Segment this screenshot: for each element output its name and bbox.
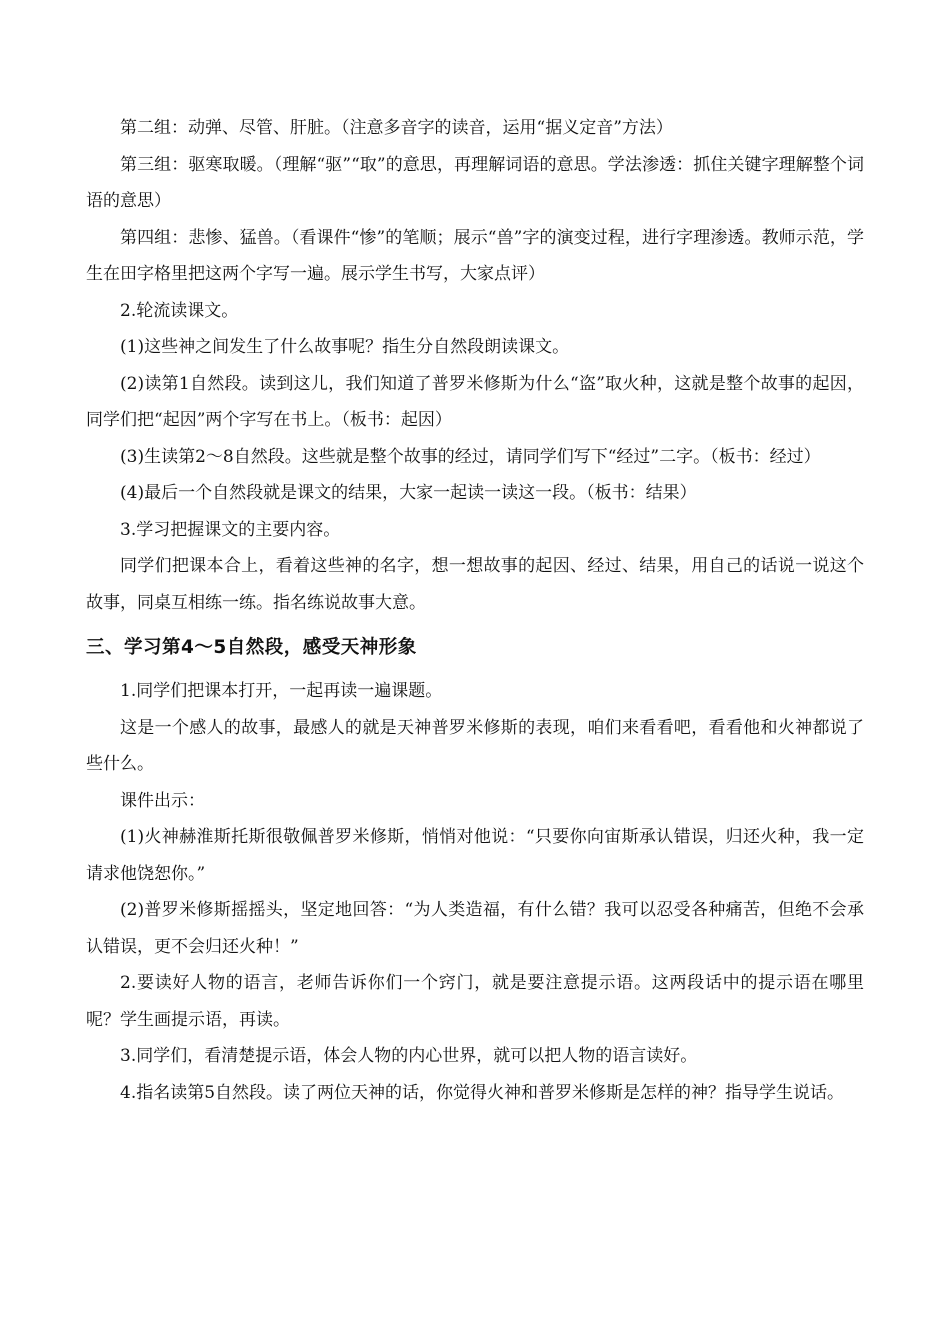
paragraph-step2: 2.轮流读课文。	[120, 300, 239, 321]
paragraph-step2-4: (4)最后一个自然段就是课文的结果，大家一起读一读这一段。（板书：结果）	[120, 483, 697, 503]
paragraph-step3: 3.学习把握课文的主要内容。	[120, 519, 341, 540]
paragraph-step2-2: (2)读第1自然段。读到这儿，我们知道了普罗米修斯为什么“盗”取火种，这就是整个故事的起因，同学们把“起因”两个字写在书上。（板书：起因）	[86, 373, 864, 430]
paragraph-s3-quote2: (2)普罗米修斯摇摇头，坚定地回答：“为人类造福，有什么错？我可以忍受各种痛苦，但绝不会承认错误，更不会归还火种！”	[86, 900, 864, 957]
paragraph-group2: 第二组：动弹、尽管、肝脏。（注意多音字的读音，运用“据义定音”方法）	[120, 118, 673, 138]
paragraph-s3-step4: 4.指名读第5自然段。读了两位天神的话，你觉得火神和普罗米修斯是怎样的神？指导学生说话。	[120, 1082, 845, 1103]
paragraph-step2-1: (1)这些神之间发生了什么故事呢？指生分自然段朗读课文。	[120, 337, 570, 357]
section-heading: 三、学习第4～5自然段，感受天神形象	[86, 637, 417, 658]
document-page	[86, 110, 864, 1111]
paragraph-group3: 第三组：驱寒取暖。（理解“驱”“取”的意思，再理解词语的意思。学法渗透：抓住关键字理解整个词语的意思）	[86, 154, 864, 211]
paragraph-group4: 第四组：悲惨、猛兽。（看课件“惨”的笔顺；展示“兽”字的演变过程，进行字理渗透。教师示范，学生在田字格里把这两个字写一遍。展示学生书写，大家点评）	[86, 227, 864, 284]
paragraph-s3-step2: 2.要读好人物的语言，老师告诉你们一个窍门，就是要注意提示语。这两段话中的提示语在哪里呢？学生画提示语，再读。	[86, 973, 864, 1030]
paragraph-step3-body: 同学们把课本合上，看着这些神的名字，想一想故事的起因、经过、结果，用自己的话说一说这个故事，同桌互相练一练。指名练说故事大意。	[86, 556, 864, 613]
paragraph-s3-step1: 1.同学们把课本打开，一起再读一遍课题。	[120, 681, 443, 701]
paragraph-s3-step3: 3.同学们，看清楚提示语，体会人物的内心世界，就可以把人物的语言读好。	[120, 1046, 698, 1066]
paragraph-s3-courseware: 课件出示：	[120, 790, 205, 811]
paragraph-s3-intro: 这是一个感人的故事，最感人的就是天神普罗米修斯的表现，咱们来看看吧，看看他和火神都说了些什么。	[86, 717, 864, 774]
paragraph-step2-3: (3)生读第2～8自然段。这些就是整个故事的经过，请同学们写下“经过”二字。（板书：经过）	[120, 446, 821, 467]
paragraph-s3-quote1: (1)火神赫淮斯托斯很敬佩普罗米修斯，悄悄对他说：“只要你向宙斯承认错误，归还火种，我一定请求他饶恕你。”	[86, 827, 864, 884]
